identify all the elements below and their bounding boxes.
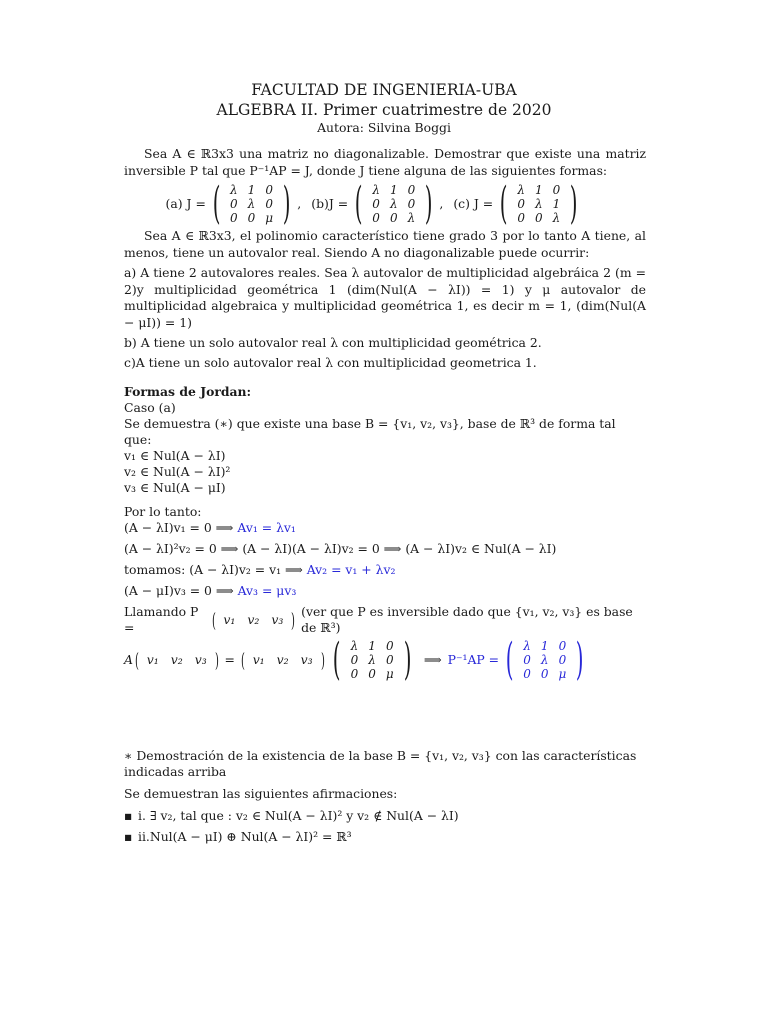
author-line: Autora: Silvina Boggi [317,120,451,135]
p-vector: ( v₁ v₂ v₃ ) [211,608,296,633]
matrix-cell: μ [385,667,394,682]
matrix-cell: 1 [552,197,561,212]
matrix-cell: 0 [372,211,380,226]
matrix-cell: 0 [389,211,398,226]
matrix-cell: μ [265,211,274,226]
basis-statement: Se demuestra (∗) que existe una base B = {v₁, v₂, v₃}, base de ℝ³ de forma tal que: [124,416,616,448]
form-c-label: (c) J = [453,196,494,212]
matrix-row [512,211,565,225]
final-equation: A ( v₁ v₂ v₃ ) = ( v₁ v₂ v₃ ) ( λ 1 0 0 λ 0 0 0 μ ) ⟹ P⁻¹AP = ( λ 1 0 0 λ 0 0 0 μ ) [124,638,646,682]
matrix-jordan-rhs: ( λ 1 0 0 λ 0 0 0 μ ) [333,634,412,686]
left-paren-icon: ( [499,178,508,230]
matrix-cell: 0 [558,639,567,654]
matrix-jordan-result: ( λ 1 0 0 λ 0 0 0 μ ) [505,634,584,686]
matrix-b [350,178,437,230]
llamando-line: Llamando P = ( v₁ v₂ v₃ ) (ver que P es inversible dado que {v₁, v₂, v₃} es base de ℝ³) [124,604,633,636]
demo-intro: ∗ Demostración de la existencia de la base B = {v₁, v₂, v₃} con las características indicadas arriba [124,748,637,780]
case-c-text: c)A tiene un solo autovalor real λ con multiplicidad geometrica 1. [124,354,537,370]
matrix-cell: 0 [540,667,549,682]
matrix-row [225,211,278,225]
matrix-cell: λ [230,183,238,198]
bullet-icon: ▪ [124,808,133,824]
matrix-cell: 0 [558,653,567,668]
course-title: ALGEBRA II. Primer cuatrimestre de 2020 [216,101,552,119]
left-paren-icon: ( [354,178,363,230]
matrix-cell: λ [523,639,531,654]
form-b-label: (b)J = [311,196,349,212]
matrix-c [495,178,582,230]
equation-3: tomamos: (A − λI)v₂ = v₁ ⟹ Av₂ = v₁ + λv₂ [124,562,396,578]
matrix-cell: λ [247,197,256,212]
lhs-vector: ( v₁ v₂ v₃ ) [134,648,219,673]
matrix-cell: λ [552,211,561,226]
matrix-cell: 1 [247,183,256,198]
matrix-cell: 0 [517,197,525,212]
demo-statement: Se demuestran las siguientes afirmaciones: [124,786,398,802]
institution-title: FACULTAD DE INGENIERIA-UBA [251,81,517,99]
matrix-cell: λ [350,639,359,654]
jordan-heading: Formas de Jordan: [124,384,252,400]
matrix-row [518,653,571,667]
caso-label: Caso (a) [124,400,176,416]
matrix-cell: 0 [535,211,543,226]
matrix-row [512,183,565,197]
matrix-cell: 0 [523,653,531,668]
matrix-cell: 0 [407,183,416,198]
matrix-row [346,667,399,681]
matrix-cell: μ [558,667,567,682]
list-item: ▪ i. ∃ v₂, tal que : v₂ ∈ Nul(A − λI)² y v₂ ∉ Nul(A − λI) [124,808,459,824]
matrix-cell: 0 [552,183,561,198]
v2-condition: v₂ ∈ Nul(A − λI)² [124,464,231,480]
v3-condition: v₃ ∈ Nul(A − μI) [124,480,226,496]
matrix-row [512,197,565,211]
case-a-text: a) A tiene 2 autovalores reales. Sea λ autovalor de multiplicidad algebráica 2 (m = 2)y multiplicidad geométrica 1 (dim(Nul(A − λI)) = 1) y μ autovalor de multiplicidad algebraica y multiplicidad geométrica 1, es decir m = 1, (dim(Nul(A − μI)) = 1) [124,264,646,331]
matrix-cell: 1 [535,183,543,198]
matrix-row [518,639,571,653]
matrix-row [225,183,278,197]
matrix-cell: λ [389,197,398,212]
matrix-cell: 0 [265,197,274,212]
equation-2: (A − λI)²v₂ = 0 ⟹ (A − λI)(A − λI)v₂ = 0 ⟹ (A − λI)v₂ ∈ Nul(A − λI) [124,541,557,557]
matrix-cell: λ [517,183,525,198]
rhs-vector: ( v₁ v₂ v₃ ) [240,648,325,673]
matrix-row [367,197,420,211]
v1-condition: v₁ ∈ Nul(A − λI) [124,448,226,464]
matrix-cell: 0 [350,653,359,668]
matrix-cell: 0 [517,211,525,226]
matrix-cell: λ [368,653,376,668]
document-header [0,80,768,135]
right-paren-icon: ) [424,178,433,230]
matrix-row [518,667,571,681]
matrix-cell: 0 [385,653,394,668]
equation-1: (A − λI)v₁ = 0 ⟹ Av₁ = λv₁ [124,520,296,536]
matrix-cell: 0 [247,211,256,226]
matrix-cell: 0 [385,639,394,654]
matrix-cell: 1 [368,639,376,654]
polynomial-paragraph: Sea A ∈ ℝ3x3, el polinomio característico tiene grado 3 por lo tanto A tiene, al menos, tiene un autovalor real. Siendo A no diagonalizable puede ocurrir: [124,228,646,261]
bullet-icon: ▪ [124,829,133,845]
matrix-cell: 0 [230,211,238,226]
equation-4: (A − μI)v₃ = 0 ⟹ Av₃ = μv₃ [124,583,297,599]
matrix-row [367,183,420,197]
matrix-a [208,178,295,230]
list-item: ▪ ii.Nul(A − μI) ⊕ Nul(A − λI)² = ℝ³ [124,829,352,845]
matrix-row [225,197,278,211]
right-paren-icon: ) [570,178,578,230]
por-lo-tanto: Por lo tanto: [124,504,202,520]
right-paren-icon: ) [282,178,291,230]
matrix-cell: λ [407,211,416,226]
matrix-cell: 0 [407,197,416,212]
left-paren-icon: ( [212,178,221,230]
matrix-row [346,639,399,653]
matrix-cell: 0 [350,667,359,682]
matrix-cell: 0 [372,197,380,212]
matrix-cell: λ [540,653,549,668]
matrix-cell: 0 [230,197,238,212]
matrix-cell: 1 [389,183,398,198]
matrix-cell: 0 [265,183,274,198]
matrix-cell: 0 [368,667,376,682]
matrix-row [367,211,420,225]
matrix-cell: 0 [523,667,531,682]
matrix-cell: λ [535,197,543,212]
jordan-forms-row: (a) J = ( λ 1 0 0 λ 0 0 0 μ ) , (b)J = ( λ 1 0 0 λ 0 0 0 λ ) , (c) J = ( λ 1 0 0 λ 1 0 0 λ ) [104,182,646,226]
document-body [124,146,646,850]
matrix-cell: 1 [540,639,549,654]
intro-paragraph: Sea A ∈ ℝ3x3 una matriz no diagonalizable. Demostrar que existe una matriz inversible P tal que P⁻¹AP = J, donde J tiene alguna de las siguientes formas: [124,146,646,178]
case-b-text: b) A tiene un solo autovalor real λ con multiplicidad geométrica 2. [124,334,542,350]
matrix-row [346,653,399,667]
form-a-label: (a) J = [165,196,206,212]
matrix-cell: λ [372,183,380,198]
